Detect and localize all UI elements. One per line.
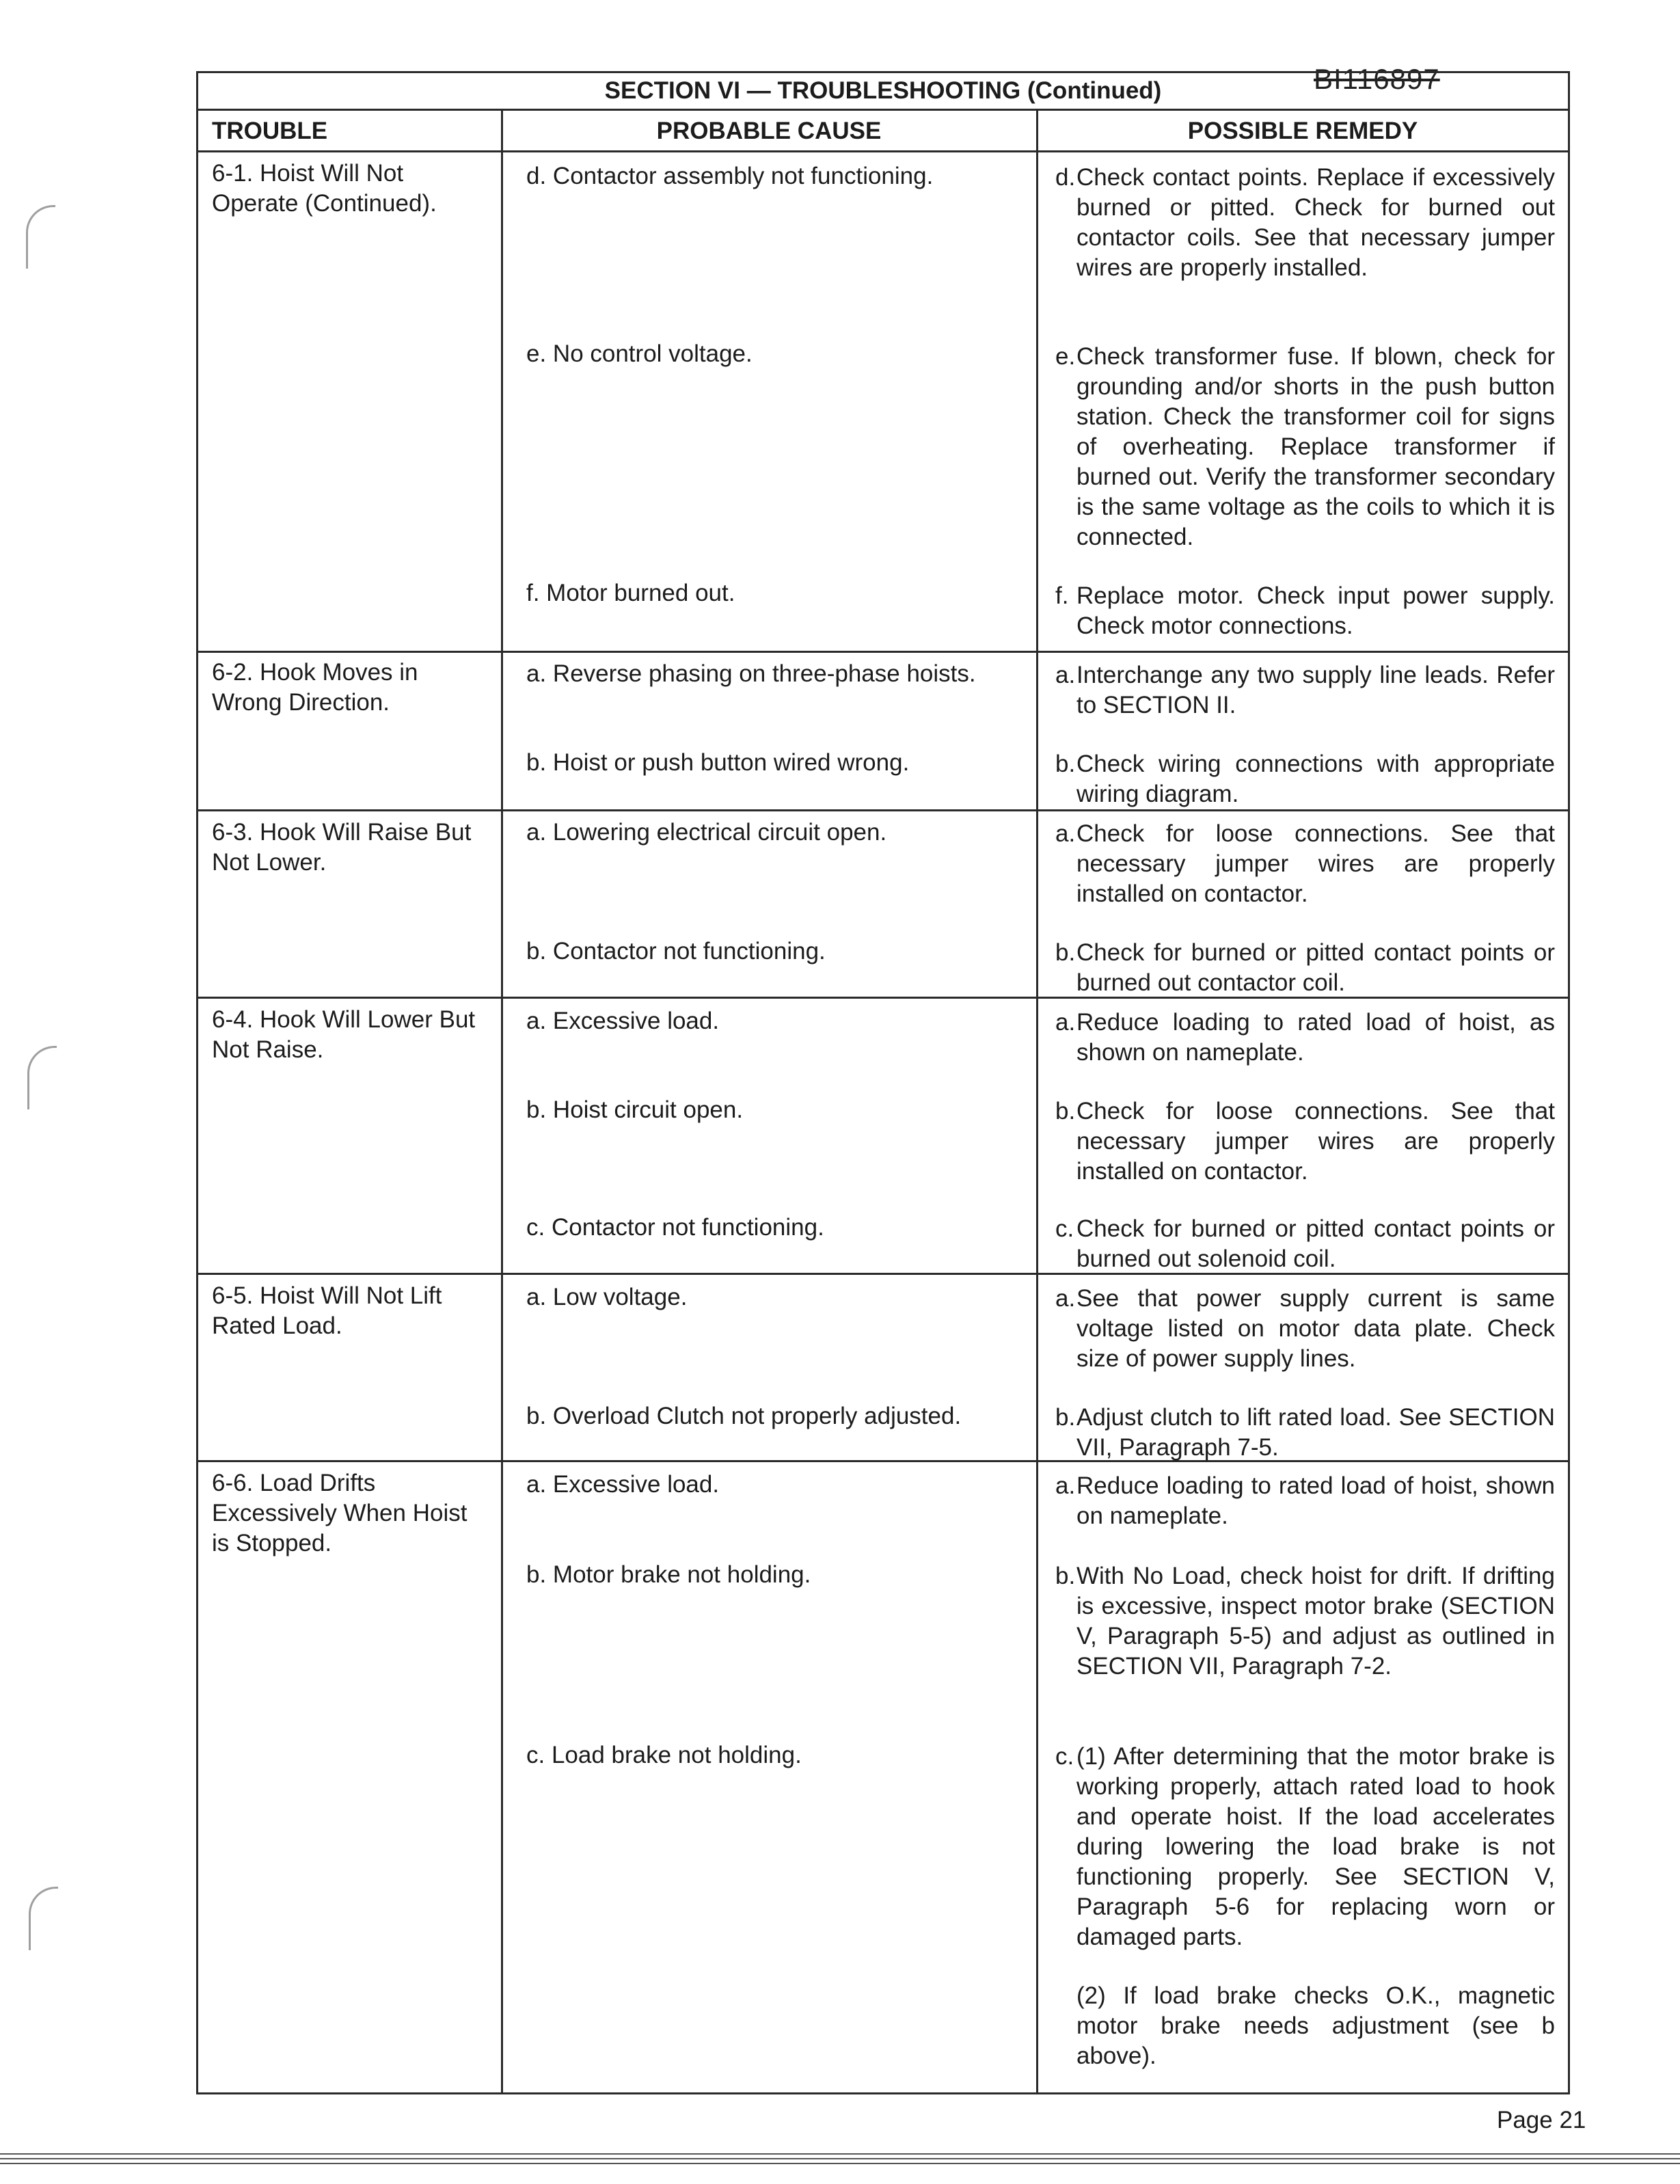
trouble-cell: 6-1. Hoist Will Not Operate (Continued). (212, 160, 437, 217)
remedy-cell: Check for loose connections. See that necessary jumper wires are properly installed on contactor. (1076, 820, 1555, 907)
column-divider (1036, 111, 1038, 2093)
cause-cell: b. Contactor not functioning. (526, 938, 826, 965)
remedy-cell: Adjust clutch to lift rated load. See SECTION VII, Paragraph 7-5. (1076, 1404, 1555, 1461)
cause-cell: a. Lowering electrical circuit open. (526, 819, 887, 846)
footer-rule (0, 2153, 1680, 2155)
remedy-cell: Reduce loading to rated load of hoist, shown on nameplate. (1076, 1472, 1555, 1529)
remedy-label: a. (1055, 1285, 1076, 1312)
remedy-cell: See that power supply current is same voltage listed on motor data plate. Check size of power supply lines. (1076, 1285, 1555, 1372)
column-header-possible-remedy: POSSIBLE REMEDY (1187, 118, 1418, 144)
scan-margin-mark (27, 1046, 57, 1109)
cause-cell: b. Hoist or push button wired wrong. (526, 749, 910, 776)
row-divider (198, 651, 1568, 653)
cause-cell: d. Contactor assembly not functioning. (526, 163, 934, 189)
cause-cell: c. Contactor not functioning. (526, 1214, 824, 1241)
column-header-probable-cause: PROBABLE CAUSE (656, 118, 882, 144)
remedy-label: e. (1055, 343, 1076, 370)
remedy-label: c. (1055, 1743, 1074, 1770)
remedy-label: b. (1055, 1563, 1076, 1589)
trouble-cell: 6-3. Hook Will Raise But Not Lower. (212, 819, 472, 876)
cause-cell: a. Excessive load. (526, 1471, 720, 1498)
remedy-note: (2) If load brake checks O.K., magnetic motor brake needs adjustment (see b above). (1076, 1982, 1555, 2069)
remedy-cell: Check for loose connections. See that necessary jumper wires are properly installed on contactor. (1076, 1098, 1555, 1185)
remedy-label: f. (1055, 582, 1069, 609)
cause-cell: b. Overload Clutch not properly adjusted. (526, 1403, 962, 1429)
cause-cell: b. Hoist circuit open. (526, 1096, 744, 1123)
document-id: BI116897 (1314, 63, 1440, 95)
cause-cell: a. Excessive load. (526, 1008, 720, 1034)
remedy-label: a. (1055, 1472, 1076, 1499)
remedy-label: a. (1055, 820, 1076, 847)
remedy-label: b. (1055, 751, 1076, 777)
column-divider (501, 111, 503, 2093)
cause-cell: b. Motor brake not holding. (526, 1561, 811, 1588)
remedy-cell: Reduce loading to rated load of hoist, as shown on nameplate. (1076, 1009, 1555, 1066)
page-number: Page 21 (1497, 2107, 1586, 2133)
trouble-cell: 6-5. Hoist Will Not Lift Rated Load. (212, 1282, 442, 1339)
remedy-label: c. (1055, 1215, 1074, 1242)
remedy-cell: (1) After determining that the motor brake is working properly, attach rated load to hook and operate hoist. If the load accelerates during lowering the load brake is not functioning properly. See SECTION V, Paragraph 5-6 for replacing worn or damaged parts. (1076, 1743, 1555, 1950)
cause-cell: e. No control voltage. (526, 340, 753, 367)
column-header-trouble: TROUBLE (212, 118, 328, 144)
remedy-label: a. (1055, 1009, 1076, 1036)
trouble-cell: 6-6. Load Drifts Excessively When Hoist is Stopped. (212, 1470, 468, 1556)
header-divider (198, 150, 1568, 152)
cause-cell: a. Low voltage. (526, 1284, 688, 1310)
remedy-label: b. (1055, 1404, 1076, 1431)
remedy-cell: Replace motor. Check input power supply. Check motor connections. (1076, 582, 1555, 639)
remedy-cell: Check contact points. Replace if excessively burned or pitted. Check for burned out contactor coils. See that necessary jumper wires are properly installed. (1076, 164, 1555, 281)
remedy-cell: Check transformer fuse. If blown, check for grounding and/or shorts in the push button station. Check the transformer coil for signs of overheating. Replace transformer if burned out. Verify the transformer secondary is the same voltage as the coils to which it is connected. (1076, 343, 1555, 550)
cause-cell: c. Load brake not holding. (526, 1742, 802, 1768)
row-divider (198, 809, 1568, 811)
remedy-cell: Check for burned or pitted contact points or burned out solenoid coil. (1076, 1215, 1555, 1272)
remedy-cell: Interchange any two supply line leads. Refer to SECTION II. (1076, 662, 1555, 718)
cause-cell: a. Reverse phasing on three-phase hoists. (526, 660, 976, 687)
remedy-cell: With No Load, check hoist for drift. If drifting is excessive, inspect motor brake (SECTION V, Paragraph 5-5) and adjust as outlined in SECTION VII, Paragraph 7-2. (1076, 1563, 1555, 1680)
footer-rule (0, 2163, 1680, 2164)
remedy-cell: Check for burned or pitted contact points or burned out contactor coil. (1076, 939, 1555, 996)
remedy-label: b. (1055, 939, 1076, 966)
scan-margin-mark (26, 205, 55, 269)
section-title: SECTION VI — TROUBLESHOOTING (Continued) (198, 71, 1568, 111)
remedy-cell: Check wiring connections with appropriate wiring diagram. (1076, 751, 1555, 807)
remedy-label: b. (1055, 1098, 1076, 1124)
trouble-cell: 6-4. Hook Will Lower But Not Raise. (212, 1006, 476, 1063)
remedy-label: a. (1055, 662, 1076, 688)
scan-margin-mark (29, 1887, 58, 1950)
remedy-label: d. (1055, 164, 1076, 191)
cause-cell: f. Motor burned out. (526, 580, 735, 606)
footer-rule (0, 2158, 1680, 2159)
trouble-cell: 6-2. Hook Moves in Wrong Direction. (212, 659, 418, 716)
